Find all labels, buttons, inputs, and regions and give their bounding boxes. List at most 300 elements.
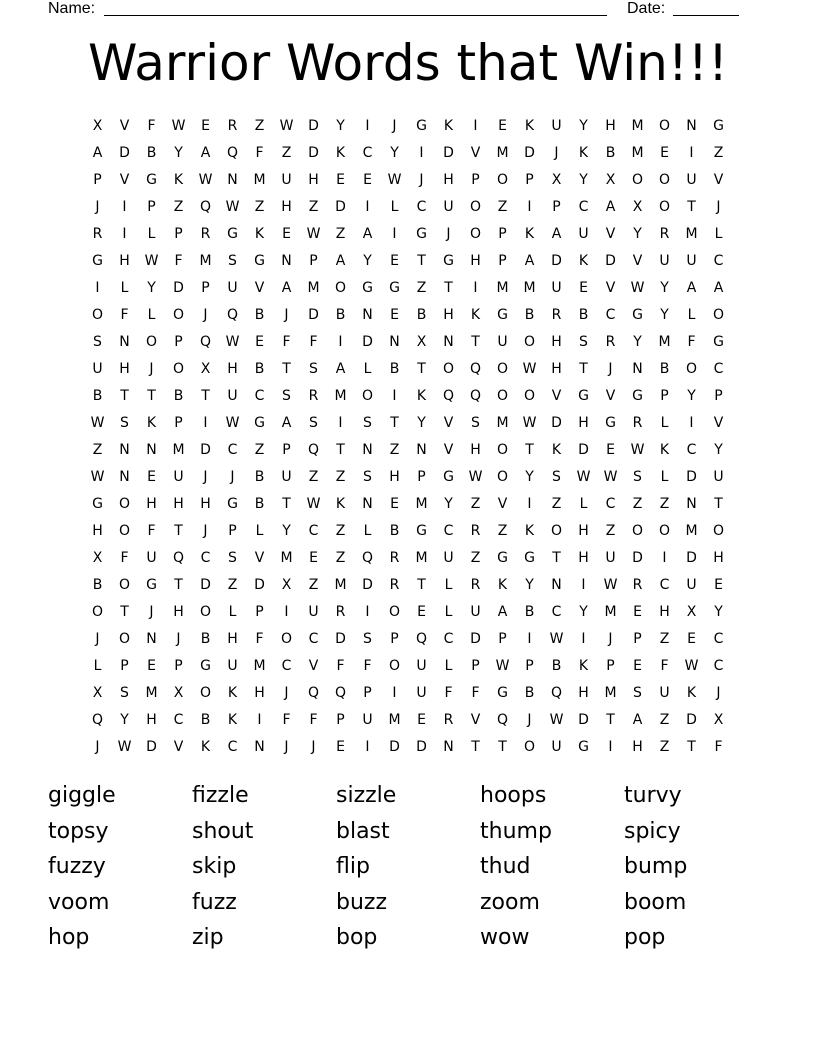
- grid-letter: V: [119, 117, 130, 134]
- grid-letter: K: [335, 144, 346, 161]
- grid-letter: V: [308, 657, 319, 674]
- grid-letter: E: [633, 603, 642, 620]
- grid-letter: O: [658, 117, 671, 134]
- grid-letter: O: [550, 522, 563, 539]
- grid-letter: G: [605, 414, 616, 431]
- grid-letter: G: [416, 225, 427, 242]
- word-bank-item: turvy: [624, 783, 682, 809]
- grid-letter: G: [713, 333, 724, 350]
- grid-letter: D: [416, 738, 427, 755]
- grid-letter: T: [444, 279, 453, 296]
- grid-letter: G: [200, 657, 211, 674]
- grid-letter: W: [576, 468, 591, 485]
- grid-letter: U: [416, 657, 427, 674]
- grid-letter: O: [145, 333, 158, 350]
- grid-letter: Y: [120, 711, 129, 728]
- grid-letter: L: [714, 225, 723, 242]
- grid-letter: D: [173, 279, 184, 296]
- grid-letter: I: [527, 495, 532, 512]
- grid-letter: F: [660, 657, 669, 674]
- letter-grid: [84, 112, 732, 760]
- grid-letter: F: [147, 522, 156, 539]
- grid-letter: L: [444, 657, 453, 674]
- word-bank-item: voom: [48, 889, 110, 915]
- word-bank-item: hoops: [480, 783, 547, 809]
- grid-letter: I: [473, 279, 478, 296]
- grid-letter: R: [335, 603, 346, 620]
- grid-letter: S: [363, 630, 372, 647]
- grid-letter: O: [496, 387, 509, 404]
- word-bank-item: fizzle: [192, 783, 249, 809]
- grid-letter: I: [203, 414, 208, 431]
- grid-letter: Y: [714, 441, 723, 458]
- grid-letter: U: [227, 387, 238, 404]
- grid-letter: C: [551, 603, 562, 620]
- grid-letter: K: [659, 441, 670, 458]
- grid-letter: C: [254, 387, 265, 404]
- grid-letter: S: [633, 684, 642, 701]
- grid-letter: B: [578, 306, 589, 323]
- grid-letter: I: [527, 198, 532, 215]
- grid-letter: U: [659, 684, 670, 701]
- grid-letter: H: [119, 360, 130, 377]
- grid-letter: Z: [308, 198, 319, 215]
- grid-letter: Q: [469, 360, 482, 377]
- word-bank-item: flip: [336, 854, 370, 880]
- grid-letter: E: [417, 603, 426, 620]
- grid-letter: E: [633, 657, 642, 674]
- grid-letter: H: [578, 549, 589, 566]
- grid-letter: U: [416, 684, 427, 701]
- grid-letter: O: [658, 171, 671, 188]
- grid-letter: E: [660, 144, 669, 161]
- grid-letter: F: [255, 630, 264, 647]
- grid-letter: V: [632, 252, 643, 269]
- grid-letter: J: [176, 630, 181, 647]
- grid-letter: Z: [92, 441, 103, 458]
- grid-letter: Y: [444, 495, 453, 512]
- grid-letter: W: [225, 414, 240, 431]
- grid-letter: M: [685, 225, 698, 242]
- grid-letter: S: [579, 333, 588, 350]
- grid-letter: J: [149, 360, 154, 377]
- grid-letter: H: [308, 171, 319, 188]
- grid-letter: Y: [633, 225, 642, 242]
- grid-letter: L: [93, 657, 102, 674]
- grid-letter: L: [687, 306, 696, 323]
- grid-letter: J: [284, 306, 289, 323]
- grid-letter: J: [311, 738, 316, 755]
- grid-letter: T: [714, 495, 723, 512]
- grid-letter: B: [200, 711, 211, 728]
- grid-letter: W: [468, 468, 483, 485]
- grid-letter: G: [632, 306, 643, 323]
- grid-letter: Z: [659, 495, 670, 512]
- grid-letter: G: [92, 495, 103, 512]
- grid-letter: E: [687, 630, 696, 647]
- grid-letter: P: [660, 387, 669, 404]
- grid-letter: M: [604, 603, 617, 620]
- grid-letter: F: [714, 738, 723, 755]
- grid-letter: N: [686, 495, 697, 512]
- grid-letter: S: [363, 468, 372, 485]
- grid-letter: U: [686, 576, 697, 593]
- grid-letter: K: [416, 387, 427, 404]
- grid-letter: G: [146, 576, 157, 593]
- grid-letter: Q: [415, 630, 428, 647]
- grid-letter: D: [389, 738, 400, 755]
- grid-letter: U: [470, 603, 481, 620]
- grid-letter: T: [498, 738, 507, 755]
- grid-letter: M: [253, 171, 266, 188]
- grid-letter: K: [146, 414, 157, 431]
- grid-letter: C: [605, 495, 616, 512]
- grid-letter: H: [146, 495, 157, 512]
- grid-letter: B: [173, 387, 184, 404]
- grid-letter: H: [173, 603, 184, 620]
- grid-letter: X: [200, 360, 211, 377]
- grid-letter: D: [308, 144, 319, 161]
- grid-letter: Q: [199, 333, 212, 350]
- grid-letter: U: [227, 657, 238, 674]
- word-bank-item: sizzle: [336, 783, 397, 809]
- grid-letter: Y: [363, 252, 372, 269]
- grid-letter: G: [443, 252, 454, 269]
- grid-letter: N: [686, 117, 697, 134]
- grid-letter: O: [118, 576, 131, 593]
- grid-letter: R: [443, 711, 454, 728]
- grid-letter: T: [687, 738, 696, 755]
- grid-letter: C: [200, 549, 211, 566]
- grid-letter: G: [713, 117, 724, 134]
- grid-letter: Z: [497, 522, 508, 539]
- grid-letter: O: [523, 738, 536, 755]
- grid-letter: I: [527, 630, 532, 647]
- grid-letter: F: [336, 657, 345, 674]
- grid-letter: I: [257, 711, 262, 728]
- grid-letter: D: [524, 144, 535, 161]
- grid-letter: P: [147, 198, 156, 215]
- grid-letter: U: [92, 360, 103, 377]
- grid-letter: O: [118, 495, 131, 512]
- grid-letter: V: [551, 387, 562, 404]
- grid-letter: U: [551, 738, 562, 755]
- grid-letter: M: [280, 549, 293, 566]
- grid-letter: Z: [254, 198, 265, 215]
- grid-letter: Z: [470, 549, 481, 566]
- grid-letter: Y: [147, 279, 156, 296]
- grid-letter: J: [716, 684, 721, 701]
- grid-letter: R: [92, 225, 103, 242]
- grid-letter: H: [551, 360, 562, 377]
- word-bank-item: thump: [480, 818, 552, 844]
- grid-letter: B: [92, 387, 103, 404]
- grid-letter: J: [95, 198, 100, 215]
- grid-letter: W: [306, 225, 321, 242]
- grid-letter: H: [470, 441, 481, 458]
- grid-letter: S: [93, 333, 102, 350]
- grid-letter: E: [147, 657, 156, 674]
- grid-letter: C: [443, 522, 454, 539]
- grid-letter: W: [522, 360, 537, 377]
- grid-letter: K: [227, 711, 238, 728]
- grid-letter: O: [361, 387, 374, 404]
- grid-letter: M: [253, 657, 266, 674]
- grid-letter: V: [713, 171, 724, 188]
- grid-letter: C: [713, 360, 724, 377]
- grid-letter: E: [336, 738, 345, 755]
- word-bank-item: fuzzy: [48, 854, 106, 880]
- grid-letter: G: [632, 387, 643, 404]
- grid-letter: P: [417, 468, 426, 485]
- grid-letter: U: [686, 171, 697, 188]
- grid-letter: K: [254, 225, 265, 242]
- grid-letter: N: [227, 171, 238, 188]
- grid-letter: Y: [525, 576, 534, 593]
- grid-letter: Y: [579, 171, 588, 188]
- grid-letter: G: [443, 468, 454, 485]
- grid-letter: U: [659, 252, 670, 269]
- grid-letter: H: [632, 738, 643, 755]
- grid-letter: P: [714, 387, 723, 404]
- grid-letter: O: [469, 198, 482, 215]
- grid-letter: L: [363, 360, 372, 377]
- grid-letter: Z: [605, 522, 616, 539]
- grid-letter: W: [279, 117, 294, 134]
- grid-letter: X: [605, 171, 616, 188]
- grid-letter: T: [201, 387, 210, 404]
- grid-letter: S: [228, 252, 237, 269]
- word-bank-item: zip: [192, 925, 224, 951]
- word-bank-item: bop: [336, 925, 378, 951]
- grid-letter: U: [551, 279, 562, 296]
- grid-letter: K: [443, 117, 454, 134]
- word-bank-item: topsy: [48, 818, 109, 844]
- grid-letter: A: [362, 225, 373, 242]
- grid-letter: L: [444, 603, 453, 620]
- grid-letter: W: [522, 414, 537, 431]
- grid-letter: Y: [660, 279, 669, 296]
- grid-letter: D: [254, 576, 265, 593]
- grid-letter: M: [388, 711, 401, 728]
- grid-letter: Z: [335, 549, 346, 566]
- grid-letter: M: [604, 684, 617, 701]
- grid-letter: M: [334, 576, 347, 593]
- grid-letter: Y: [336, 117, 345, 134]
- grid-letter: Y: [687, 387, 696, 404]
- grid-letter: H: [605, 117, 616, 134]
- grid-letter: B: [605, 144, 616, 161]
- grid-letter: J: [419, 171, 424, 188]
- grid-letter: G: [578, 387, 589, 404]
- grid-letter: B: [524, 306, 535, 323]
- grid-letter: M: [631, 117, 644, 134]
- grid-letter: N: [362, 306, 373, 323]
- grid-letter: G: [578, 738, 589, 755]
- grid-letter: D: [335, 630, 346, 647]
- grid-letter: V: [119, 171, 130, 188]
- grid-letter: P: [282, 441, 291, 458]
- grid-letter: Q: [361, 549, 374, 566]
- grid-letter: X: [551, 171, 562, 188]
- grid-letter: B: [416, 306, 427, 323]
- word-bank-item: buzz: [336, 889, 388, 915]
- grid-letter: Q: [496, 711, 509, 728]
- grid-letter: F: [120, 306, 129, 323]
- word-bank-item: spicy: [624, 818, 681, 844]
- grid-letter: J: [716, 198, 721, 215]
- grid-letter: C: [227, 738, 238, 755]
- grid-letter: S: [120, 414, 129, 431]
- grid-letter: E: [201, 117, 210, 134]
- grid-letter: A: [632, 711, 643, 728]
- grid-letter: H: [470, 252, 481, 269]
- grid-letter: Y: [525, 468, 534, 485]
- grid-letter: P: [174, 225, 183, 242]
- grid-letter: F: [309, 711, 318, 728]
- grid-letter: Q: [442, 387, 455, 404]
- grid-letter: A: [713, 279, 724, 296]
- grid-letter: J: [284, 738, 289, 755]
- grid-letter: X: [92, 684, 103, 701]
- grid-letter: H: [713, 549, 724, 566]
- grid-letter: M: [685, 522, 698, 539]
- grid-letter: I: [662, 549, 667, 566]
- word-bank-item: boom: [624, 889, 687, 915]
- grid-letter: J: [608, 630, 613, 647]
- grid-letter: C: [173, 711, 184, 728]
- grid-letter: G: [254, 414, 265, 431]
- grid-letter: E: [579, 279, 588, 296]
- grid-letter: K: [524, 117, 535, 134]
- grid-letter: O: [118, 522, 131, 539]
- grid-letter: R: [470, 522, 481, 539]
- grid-letter: K: [173, 171, 184, 188]
- grid-letter: T: [552, 549, 561, 566]
- grid-letter: H: [119, 252, 130, 269]
- grid-letter: B: [389, 360, 400, 377]
- grid-letter: M: [631, 144, 644, 161]
- grid-letter: U: [308, 603, 319, 620]
- grid-letter: L: [363, 522, 372, 539]
- grid-letter: G: [497, 306, 508, 323]
- page-title: Warrior Words that Win!!!: [88, 34, 728, 92]
- grid-letter: Q: [550, 684, 563, 701]
- grid-letter: O: [334, 279, 347, 296]
- grid-letter: R: [389, 549, 400, 566]
- grid-letter: R: [551, 306, 562, 323]
- grid-letter: U: [605, 549, 616, 566]
- grid-letter: H: [173, 495, 184, 512]
- grid-letter: Y: [579, 603, 588, 620]
- grid-letter: T: [417, 252, 426, 269]
- grid-letter: W: [630, 441, 645, 458]
- grid-letter: I: [122, 198, 127, 215]
- grid-letter: O: [496, 468, 509, 485]
- grid-letter: M: [415, 549, 428, 566]
- grid-letter: S: [363, 414, 372, 431]
- grid-letter: M: [496, 144, 509, 161]
- grid-letter: K: [335, 495, 346, 512]
- grid-letter: X: [92, 117, 103, 134]
- grid-letter: D: [200, 576, 211, 593]
- grid-letter: Q: [334, 684, 347, 701]
- grid-letter: P: [174, 333, 183, 350]
- grid-letter: W: [549, 630, 564, 647]
- grid-letter: N: [119, 441, 130, 458]
- grid-letter: R: [632, 576, 643, 593]
- grid-letter: S: [120, 684, 129, 701]
- grid-letter: J: [230, 468, 235, 485]
- grid-letter: J: [203, 522, 208, 539]
- grid-letter: U: [713, 468, 724, 485]
- grid-letter: S: [633, 468, 642, 485]
- grid-letter: V: [173, 738, 184, 755]
- grid-letter: T: [579, 360, 588, 377]
- grid-letter: R: [308, 387, 319, 404]
- grid-letter: D: [632, 549, 643, 566]
- grid-letter: N: [146, 441, 157, 458]
- grid-letter: V: [497, 495, 508, 512]
- grid-letter: I: [365, 603, 370, 620]
- word-bank-item: bump: [624, 854, 688, 880]
- grid-letter: O: [91, 603, 104, 620]
- grid-letter: B: [659, 360, 670, 377]
- grid-letter: J: [95, 630, 100, 647]
- grid-letter: C: [713, 252, 724, 269]
- grid-letter: P: [255, 603, 264, 620]
- grid-letter: X: [92, 549, 103, 566]
- grid-letter: H: [92, 522, 103, 539]
- grid-letter: P: [201, 279, 210, 296]
- grid-letter: U: [497, 333, 508, 350]
- grid-letter: N: [389, 333, 400, 350]
- grid-letter: Y: [390, 144, 399, 161]
- grid-letter: I: [581, 630, 586, 647]
- grid-letter: G: [362, 279, 373, 296]
- grid-letter: K: [200, 738, 211, 755]
- grid-letter: O: [388, 603, 401, 620]
- grid-letter: S: [228, 549, 237, 566]
- grid-letter: H: [578, 684, 589, 701]
- grid-letter: Y: [633, 333, 642, 350]
- grid-letter: A: [92, 144, 103, 161]
- grid-letter: K: [578, 657, 589, 674]
- grid-letter: T: [390, 414, 399, 431]
- grid-letter: U: [281, 171, 292, 188]
- grid-letter: R: [200, 225, 211, 242]
- word-bank-item: skip: [192, 854, 237, 880]
- grid-letter: O: [496, 171, 509, 188]
- grid-letter: V: [443, 414, 454, 431]
- name-label: Name:: [48, 0, 96, 17]
- grid-letter: G: [416, 522, 427, 539]
- grid-letter: I: [689, 144, 694, 161]
- grid-letter: W: [684, 657, 699, 674]
- grid-letter: B: [254, 495, 265, 512]
- grid-letter: P: [390, 630, 399, 647]
- grid-letter: B: [335, 306, 346, 323]
- grid-letter: H: [281, 198, 292, 215]
- grid-letter: O: [199, 684, 212, 701]
- grid-letter: D: [308, 306, 319, 323]
- grid-letter: O: [118, 630, 131, 647]
- grid-letter: A: [497, 603, 508, 620]
- grid-letter: E: [390, 306, 399, 323]
- grid-letter: I: [608, 738, 613, 755]
- grid-letter: I: [122, 225, 127, 242]
- grid-letter: Z: [308, 576, 319, 593]
